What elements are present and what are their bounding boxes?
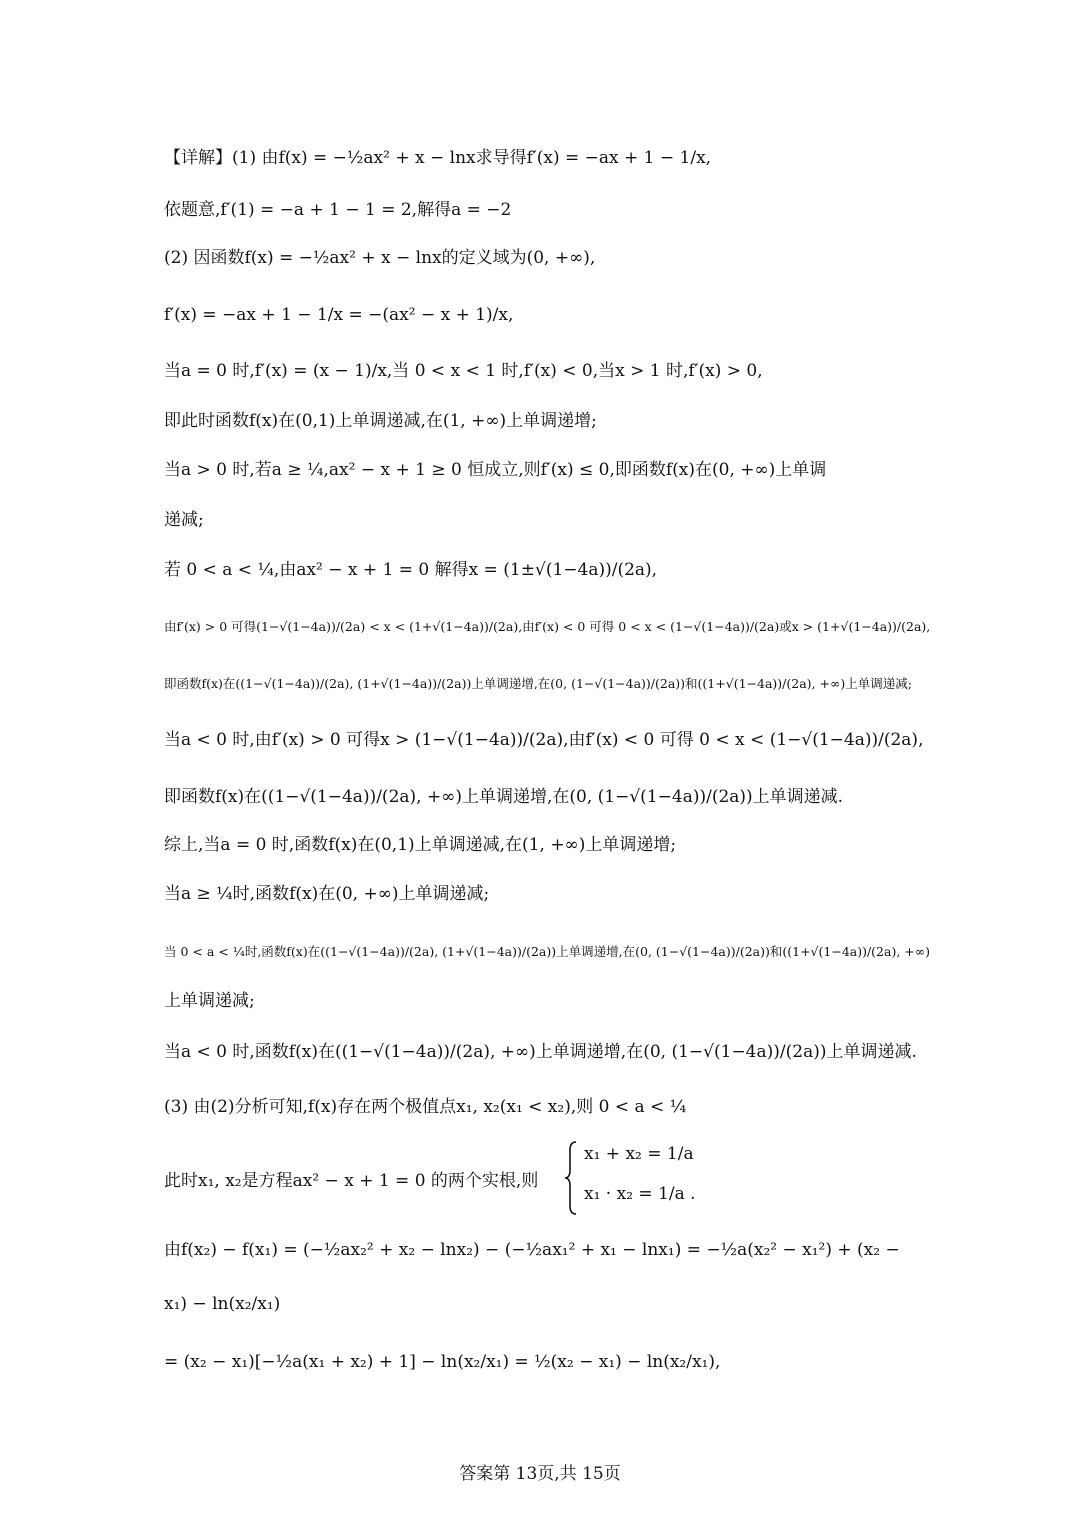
page-footer: 答案第 13页,共 15页: [459, 1464, 621, 1484]
system-intro: 此时x₁, x₂是方程ax² − x + 1 = 0 的两个实根,则: [164, 1171, 539, 1191]
system-equation-product: x₁ · x₂ = 1/a .: [584, 1184, 696, 1204]
solution-line-2: 依题意,f′(1) = −a + 1 − 1 = 2,解得a = −2: [164, 200, 512, 220]
solution-line-11: 即函数f(x)在((1−√(1−4a))/(2a), (1+√(1−4a))/(2a))上单调递增,在(0, (1−√(1−4a))/(2a))和((1+√(1−4a))/(2a), +∞)上单调递减;: [164, 676, 912, 691]
solution-line-6: 即此时函数f(x)在(0,1)上单调递减,在(1, +∞)上单调递增;: [164, 411, 597, 431]
solution-line-17: 上单调递减;: [164, 991, 255, 1011]
solution-line-15: 当a ≥ ¼时,函数f(x)在(0, +∞)上单调递减;: [164, 884, 490, 904]
solution-line-8: 递减;: [164, 510, 204, 530]
solution-line-21: x₁) − ln(x₂/x₁): [164, 1294, 281, 1314]
solution-line-5: 当a = 0 时,f′(x) = (x − 1)/x,当 0 < x < 1 时,f′(x) < 0,当x > 1 时,f′(x) > 0,: [164, 361, 763, 381]
solution-line-12: 当a < 0 时,由f′(x) > 0 可得x > (1−√(1−4a))/(2a),由f′(x) < 0 可得 0 < x < (1−√(1−4a))/(2a),: [164, 730, 924, 750]
equation-system: [164, 1140, 724, 1220]
solution-line-20: 由f(x₂) − f(x₁) = (−½ax₂² + x₂ − lnx₂) − (−½ax₁² + x₁ − lnx₁) = −½a(x₂² − x₁²) + (x₂ −: [164, 1240, 900, 1260]
solution-line-4: f′(x) = −ax + 1 − 1/x = −(ax² − x + 1)/x,: [164, 305, 514, 325]
system-equation-sum: x₁ + x₂ = 1/a: [584, 1144, 694, 1164]
solution-line-19: (3) 由(2)分析可知,f(x)存在两个极值点x₁, x₂(x₁ < x₂),则 0 < a < ¼: [164, 1097, 687, 1117]
solution-line-3: (2) 因函数f(x) = −½ax² + x − lnx的定义域为(0, +∞),: [164, 248, 596, 268]
solution-line-14: 综上,当a = 0 时,函数f(x)在(0,1)上单调递减,在(1, +∞)上单调递增;: [164, 835, 677, 855]
solution-line-10: 由f′(x) > 0 可得(1−√(1−4a))/(2a) < x < (1+√(1−4a))/(2a),由f′(x) < 0 可得 0 < x < (1−√(1−4a))/(2a)或x > (1+√(1−4a))/(2a),: [164, 619, 931, 634]
solution-line-18: 当a < 0 时,函数f(x)在((1−√(1−4a))/(2a), +∞)上单调递增,在(0, (1−√(1−4a))/(2a))上单调递减.: [164, 1042, 917, 1062]
solution-line-22: = (x₂ − x₁)[−½a(x₁ + x₂) + 1] − ln(x₂/x₁) = ½(x₂ − x₁) − ln(x₂/x₁),: [164, 1352, 721, 1372]
left-brace-icon: [564, 1140, 578, 1216]
solution-line-16: 当 0 < a < ¼时,函数f(x)在((1−√(1−4a))/(2a), (1+√(1−4a))/(2a))上单调递增,在(0, (1−√(1−4a))/(2a))和((1+√(1−4a))/(2a), +∞): [164, 944, 931, 959]
solution-line-1: 【详解】(1) 由f(x) = −½ax² + x − lnx求导得f′(x) = −ax + 1 − 1/x,: [164, 148, 712, 168]
solution-line-13: 即函数f(x)在((1−√(1−4a))/(2a), +∞)上单调递增,在(0, (1−√(1−4a))/(2a))上单调递减.: [164, 787, 844, 807]
solution-line-7: 当a > 0 时,若a ≥ ¼,ax² − x + 1 ≥ 0 恒成立,则f′(x) ≤ 0,即函数f(x)在(0, +∞)上单调: [164, 460, 827, 480]
solution-line-9: 若 0 < a < ¼,由ax² − x + 1 = 0 解得x = (1±√(1−4a))/(2a),: [164, 560, 658, 580]
